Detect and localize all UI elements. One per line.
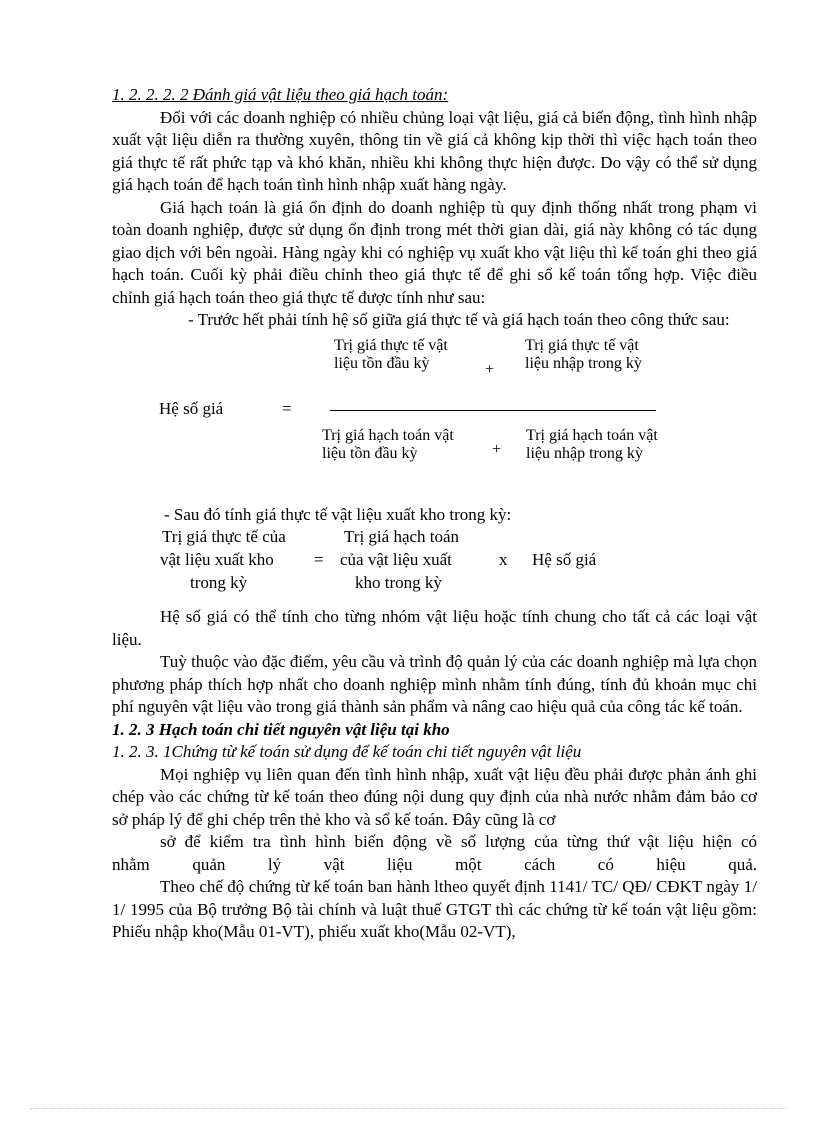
formula-numerator-plus: + [485,360,495,378]
formula-denominator-left-line1: Trị giá hạch toán vật [322,426,454,444]
coefficient-formula [112,332,757,504]
page-footer-divider [30,1108,786,1109]
section-heading-1-2-3-1: 1. 2. 3. 1Chứng từ kế toán sử dụng để kế toán chi tiết nguyên vật liệu [112,742,582,761]
paragraph-hach-toan-intro: Đối với các doanh nghiệp có nhiều chủng loại vật liệu, giá cả biến động, tình hình nhập xuất vật liệu diễn ra thường xuyên, thông tin về giá cả không kịp thời thì việc hạch toán theo giá thực tế rất phức tạp và khó khăn, nhiều khi không thực hiện được. Do vậy có thể sử dụng giá hạch toán để hạch toán tình hình nhập xuất hàng ngày. [112,107,757,194]
formula-denominator-right-line1: Trị giá hạch toán vật [526,426,658,444]
paragraph-he-so-gia-note: Hệ số giá có thể tính cho từng nhóm vật liệu hoặc tính chung cho tất cả các loại vật liệu. [112,607,757,649]
issue-value-formula [112,526,757,592]
formula-lhs-he-so-gia: Hệ số giá [159,398,224,418]
formula-denominator-right-line2: liệu nhập trong kỳ [526,444,643,462]
formula-numerator-right-line1: Trị giá thực tế vật [525,336,639,354]
formula-denominator-plus: + [492,440,502,458]
section-heading-1-2-3: 1. 2. 3 Hạch toán chi tiết nguyên vật liệu tại kho [112,719,450,739]
formula2-mid-line2: của vật liệu xuất [340,550,452,569]
formula2-lhs-line1: Trị giá thực tế của [162,527,286,546]
section-heading-1-2-2-2-2: 1. 2. 2. 2. 2 Đánh giá vật liệu theo giá hạch toán: [112,85,449,104]
formula-equals: = [282,398,292,418]
formula-numerator-left-line1: Trị giá thực tế vật [334,336,448,354]
paragraph-gia-hach-toan-definition: Giá hạch toán là giá ổn định do doanh nghiệp tù quy định thống nhất trong phạm vi toàn doanh nghiệp, được sử dụng ổn định trong mét thời gian dài, giá này không có tác dụng giao dịch với bên ngoài. Hàng ngày khi có nghiệp vụ xuất kho vật liệu thì kế toán ghi theo giá hạch toán. Cuối kỳ phải điều chỉnh theo giá thực tế để ghi sổ kế toán tổng hợp. Việc điều chỉnh giá hạch toán theo giá thực tế được tính như sau: [112,197,757,307]
formula2-times: x [499,550,508,569]
formula2-mid-line1: Trị giá hạch toán [344,527,460,546]
formula2-equals: = [314,550,324,569]
paragraph-che-do-chung-tu: Theo chế độ chứng từ kế toán ban hành ltheo quyết định 1141/ TC/ QĐ/ CĐKT ngày 1/ 1/ 1995 của Bộ trưởng Bộ tài chính và luật thuế GTGT thì các chứng từ kế toán vật liệu gồm: Phiếu nhập kho(Mẫu 01-VT), phiếu xuất kho(Mẫu 02-VT), [112,877,757,941]
paragraph-nghiep-vu-last-line: nhằm quản lý vật liệu một cách có hiệu quả. [112,854,757,874]
paragraph-method-selection: Tuỳ thuộc vào đặc điểm, yêu cầu và trình độ quản lý của các doanh nghiệp mà lựa chọn phương pháp thích hợp nhất cho doanh nghiệp mình nhằm tính đúng, tính đủ khoản mục chi phí nguyên vật liệu vào trong giá thành sản phẩm và nâng cao hiệu quả của công tác kế toán. [112,652,757,716]
formula-numerator-left-line2: liệu tồn đầu kỳ [334,354,430,372]
document-body [112,84,757,944]
formula2-lhs-line3: trong kỳ [190,573,248,592]
paragraph-nghiep-vu-continuation: sở để kiểm tra tình hình biến động về số lượng của từng thứ vật liệu hiện có [160,832,757,851]
formula-numerator-right-line2: liệu nhập trong kỳ [525,354,642,372]
list-item-step-2: - Sau đó tính giá thực tế vật liệu xuất kho trong kỳ: [164,504,512,524]
formula2-mid-line3: kho trong kỳ [355,573,442,592]
formula-fraction-bar [330,410,656,411]
paragraph-nghiep-vu-nhap-xuat: Mọi nghiệp vụ liên quan đến tình hình nhập, xuất vật liệu đều phải được phản ánh ghi chép vào các chứng từ kế toán theo đúng nội dung quy định của nhà nước nhằm đảm bảo cơ sở pháp lý để ghi chép trên thẻ kho và sổ kế toán. Đây cũng là cơ [112,764,757,829]
formula2-lhs-line2: vật liệu xuất kho [160,550,274,569]
formula-denominator-left-line2: liệu tồn đầu kỳ [322,444,418,462]
list-item-step-1: - Trước hết phải tính hệ số giữa giá thực tế và giá hạch toán theo công thức sau: [188,310,730,329]
formula2-rhs-he-so-gia: Hệ số giá [532,550,597,569]
